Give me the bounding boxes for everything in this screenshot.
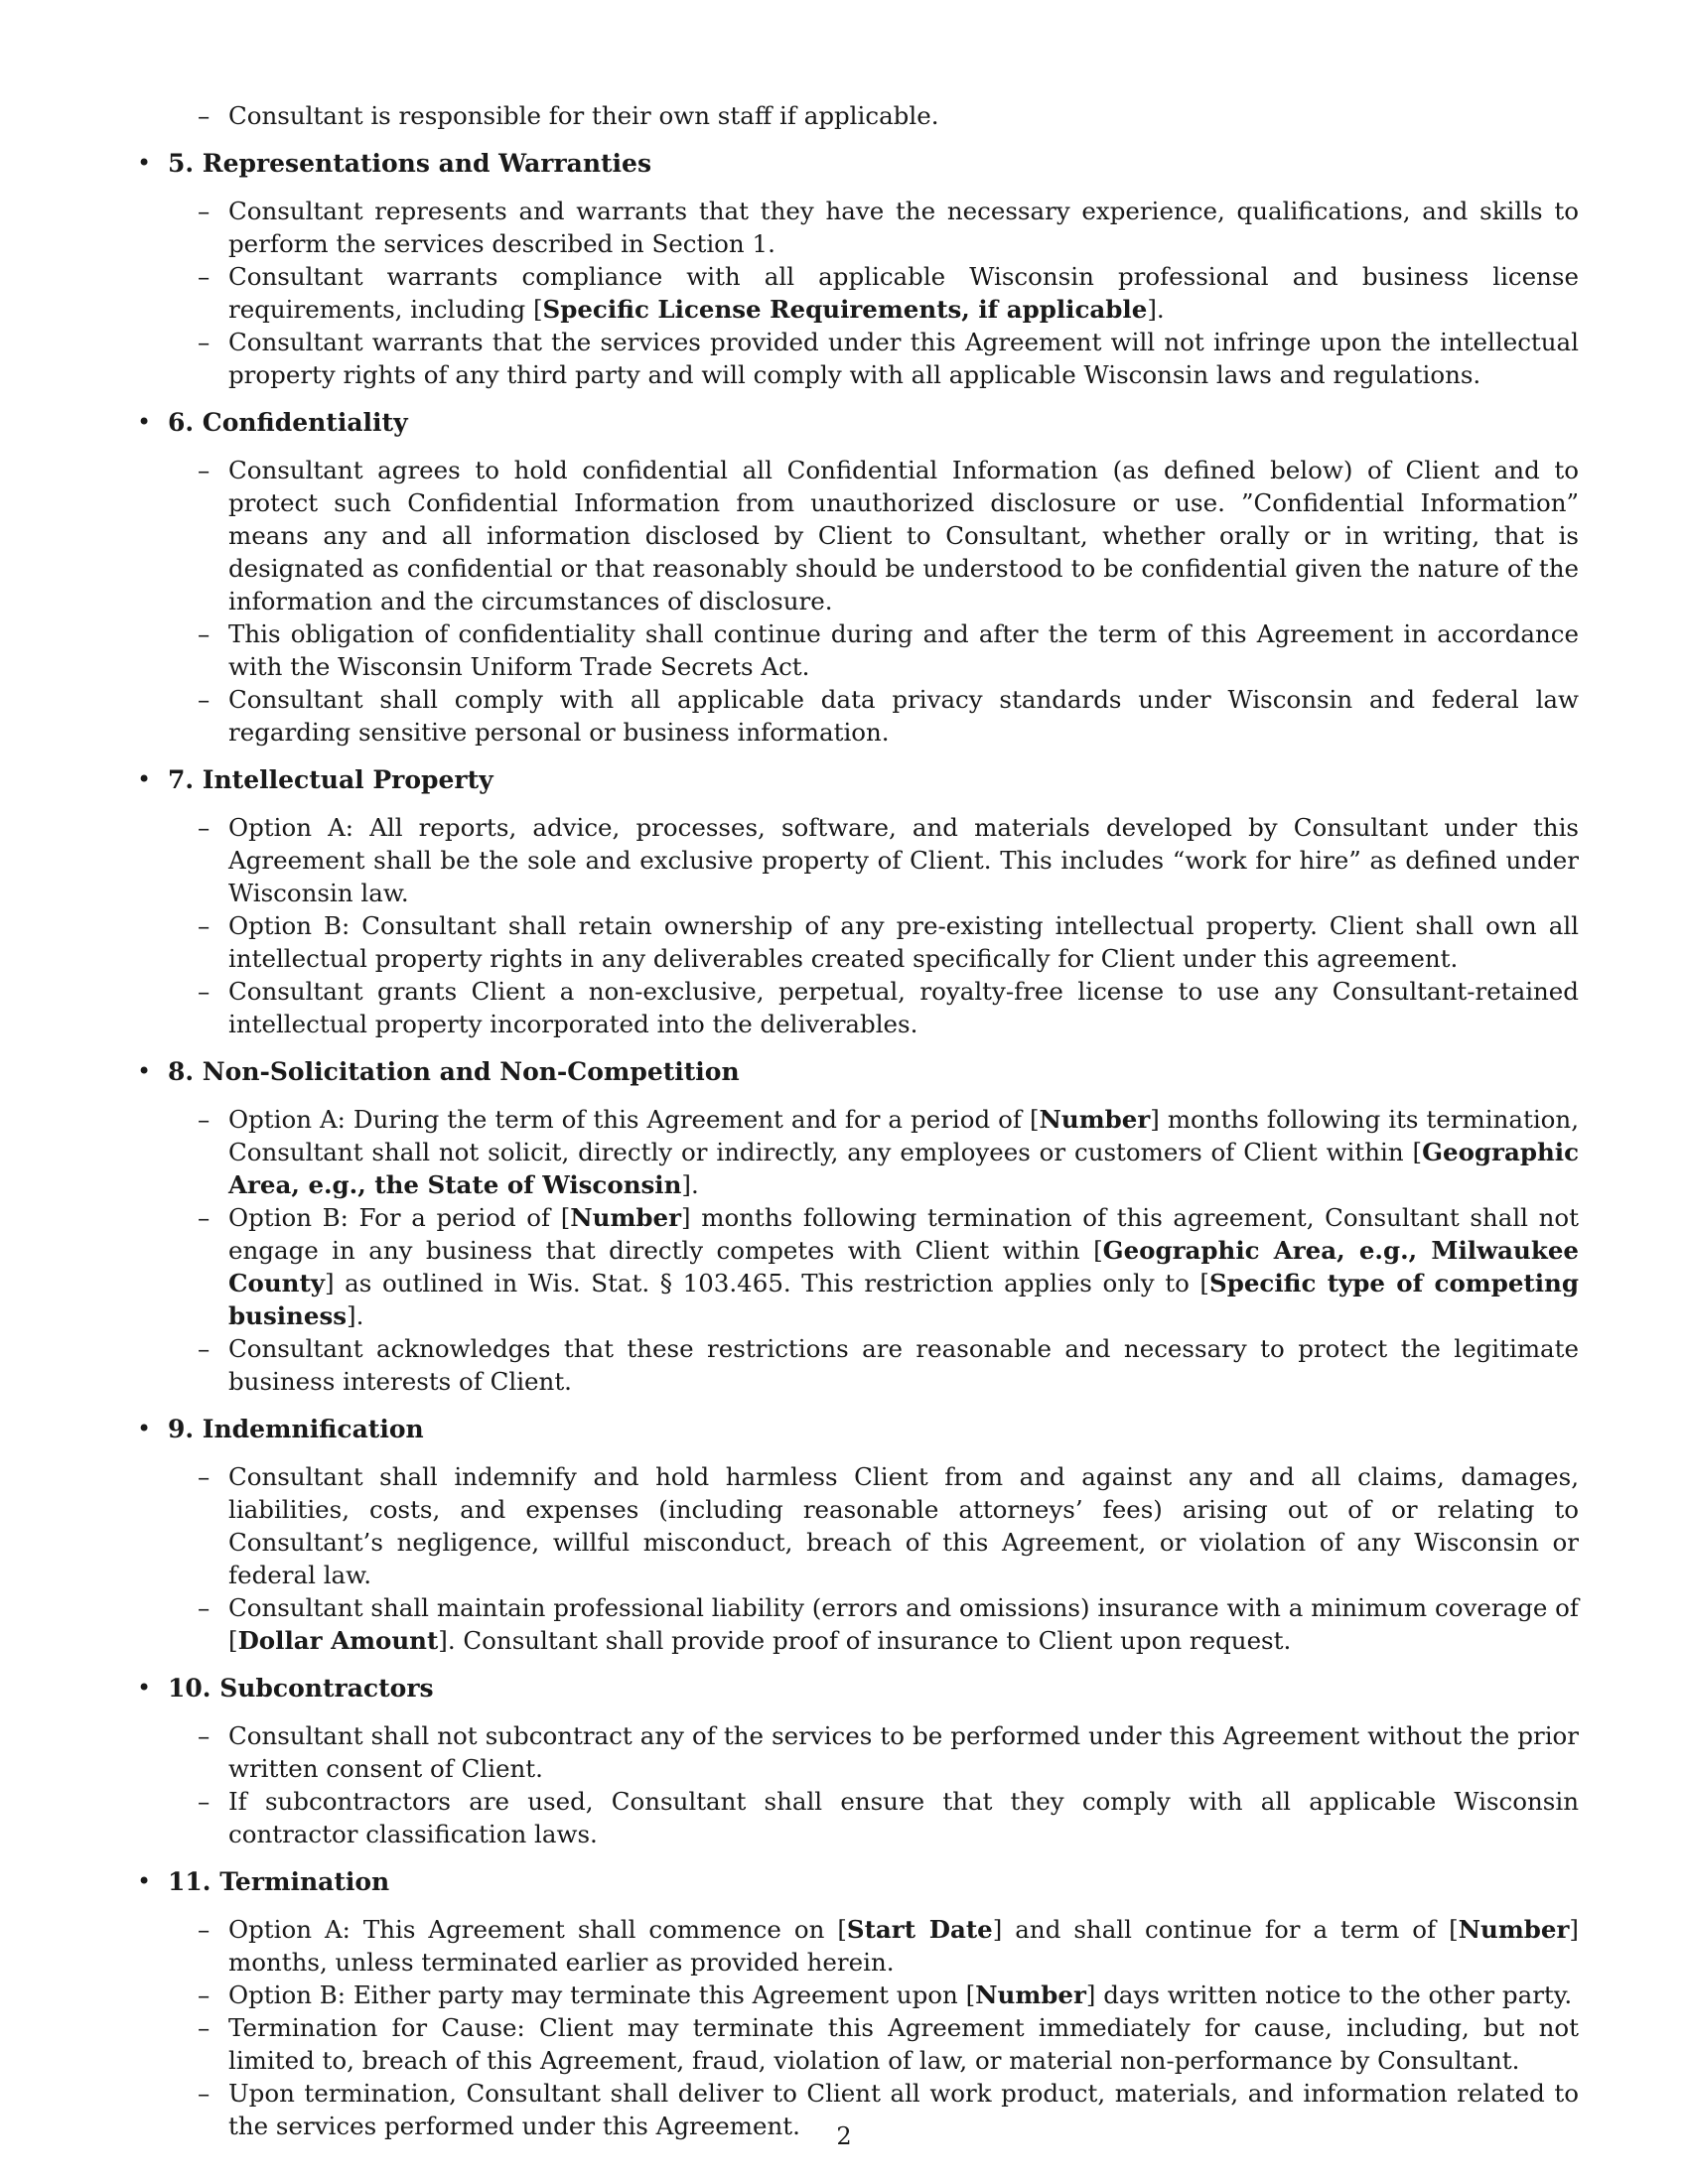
section-title: 8. Non-Solicitation and Non-Competition xyxy=(168,1057,740,1086)
placeholder-text: Number xyxy=(975,1980,1086,2009)
item-text: Option A: All reports, advice, processes, software, and materials developed by Consultant under this Agreement shall be the sole and exclusive property of Client. This includes “work for hire” as defined under Wisconsin law. xyxy=(228,813,1579,907)
section xyxy=(139,1672,1579,1850)
dash-marker: – xyxy=(198,1593,211,1622)
section-item-list xyxy=(139,1719,1579,1850)
item-text: Consultant shall indemnify and hold harmless Client from and against any and all claims, damages, liabilities, costs, and expenses (including reasonable attorneys’ fees) arising out of or relating to Consultant’s negligence, willful misconduct, breach of this Agreement, or violation of any Wisconsin or federal law. xyxy=(228,1462,1579,1589)
dash-marker: – xyxy=(198,685,211,714)
document-page xyxy=(139,99,1579,2142)
list-item xyxy=(139,1460,1579,1591)
item-text: Consultant acknowledges that these restrictions are reasonable and necessary to protect the legitimate business interests of Client. xyxy=(228,1334,1579,1396)
dash-marker: – xyxy=(198,813,211,842)
section-title: 10. Subcontractors xyxy=(168,1674,434,1703)
item-text: If subcontractors are used, Consultant shall ensure that they comply with all applicable Wisconsin contractor classification laws. xyxy=(228,1787,1579,1848)
section-title: 6. Confidentiality xyxy=(168,408,408,437)
item-text: Consultant represents and warrants that they have the necessary experience, qualifications, and skills to perform the services described in Section 1. xyxy=(228,197,1579,258)
dash-marker: – xyxy=(198,977,211,1006)
section-item-list xyxy=(139,1913,1579,2142)
dash-marker: – xyxy=(198,1334,211,1363)
dash-marker: – xyxy=(198,101,211,130)
list-item xyxy=(139,260,1579,326)
placeholder-text: Geographic Area, e.g., the State of Wisconsin xyxy=(228,1138,1579,1199)
list-item xyxy=(139,1719,1579,1785)
item-text: ] as outlined in Wis. Stat. § 103.465. This restriction applies only to [ xyxy=(325,1269,1209,1297)
bullet-marker: • xyxy=(137,149,152,177)
dash-marker: – xyxy=(198,2079,211,2108)
item-text: Option B: Either party may terminate this Agreement upon [ xyxy=(228,1980,976,2009)
list-item xyxy=(139,1979,1579,2011)
item-text: Option B: For a period of [ xyxy=(228,1203,571,1232)
section xyxy=(139,406,1579,749)
section xyxy=(139,1413,1579,1657)
list-item xyxy=(139,811,1579,909)
bullet-marker: • xyxy=(137,408,152,436)
list-item xyxy=(139,1201,1579,1332)
dash-marker: – xyxy=(198,262,211,291)
list-item xyxy=(139,1913,1579,1979)
item-text: ]. xyxy=(1147,295,1165,324)
dash-marker: – xyxy=(198,328,211,356)
item-text: Upon termination, Consultant shall deliver to Client all work product, materials, and information related to the services performed under this Agreement. xyxy=(228,2079,1579,2140)
placeholder-text: Dollar Amount xyxy=(237,1626,439,1655)
list-item xyxy=(139,195,1579,260)
list-item xyxy=(139,1332,1579,1398)
section xyxy=(139,1055,1579,1398)
item-text: ]. xyxy=(347,1301,364,1330)
dash-marker: – xyxy=(198,456,211,484)
item-text: Option A: This Agreement shall commence on [ xyxy=(228,1915,847,1944)
sections-container xyxy=(139,147,1579,2142)
dash-marker: – xyxy=(198,1980,211,2009)
bullet-marker: • xyxy=(137,1415,152,1442)
list-item xyxy=(139,1103,1579,1201)
item-text: This obligation of confidentiality shall continue during and after the term of this Agreement in accordance with the Wisconsin Uniform Trade Secrets Act. xyxy=(228,619,1579,681)
placeholder-text: Start Date xyxy=(846,1915,993,1944)
bullet-marker: • xyxy=(137,1867,152,1895)
dash-marker: – xyxy=(198,1787,211,1816)
placeholder-text: Geographic Area, e.g., Milwaukee County xyxy=(228,1236,1579,1297)
item-text: Consultant shall not subcontract any of the services to be performed under this Agreement without the prior written consent of Client. xyxy=(228,1721,1579,1783)
dash-marker: – xyxy=(198,1462,211,1491)
item-text: Termination for Cause: Client may terminate this Agreement immediately for cause, including, but not limited to, breach of this Agreement, fraud, violation of law, or material non-performance by Consultant. xyxy=(228,2013,1579,2075)
item-text: Consultant agrees to hold confidential all Confidential Information (as defined below) of Client and to protect such Confidential Information from unauthorized disclosure or use. ”Confidential Information” means any and all information disclosed by Client to Consultant, whether orally or in writing, that is designated as confidential or that reasonably should be understood to be confidential given the nature of the information and the circumstances of disclosure. xyxy=(228,456,1579,615)
list-item xyxy=(139,617,1579,683)
section xyxy=(139,147,1579,391)
list-item xyxy=(139,909,1579,975)
section-item-list xyxy=(139,1103,1579,1398)
item-text: ] months following its termination, Consultant shall not solicit, directly or indirectly, any employees or customers of Client within [ xyxy=(228,1105,1579,1166)
list-item xyxy=(139,1785,1579,1850)
item-text: ] months, unless terminated earlier as provided herein. xyxy=(228,1915,1579,1977)
item-text: Consultant shall comply with all applicable data privacy standards under Wisconsin and federal law regarding sensitive personal or business information. xyxy=(228,685,1579,747)
item-text: ] months following termination of this agreement, Consultant shall not engage in any business that directly competes with Client within [ xyxy=(228,1203,1579,1265)
placeholder-text: Number xyxy=(1458,1915,1570,1944)
list-item xyxy=(139,1591,1579,1657)
dash-marker: – xyxy=(198,1203,211,1232)
section-title: 5. Representations and Warranties xyxy=(168,149,652,178)
section-title: 11. Termination xyxy=(168,1867,390,1896)
list-item xyxy=(139,326,1579,391)
item-text: ] days written notice to the other party. xyxy=(1085,1980,1573,2009)
list-item xyxy=(139,683,1579,749)
dash-marker: – xyxy=(198,619,211,648)
list-item xyxy=(139,454,1579,617)
item-text: Consultant shall maintain professional liability (errors and omissions) insurance with a minimum coverage of [ xyxy=(228,1593,1579,1655)
section-item-list xyxy=(139,811,1579,1040)
page-number: 2 xyxy=(836,2122,852,2150)
section-title: 9. Indemnification xyxy=(168,1415,424,1443)
dash-marker: – xyxy=(198,2013,211,2042)
dash-marker: – xyxy=(198,1721,211,1750)
bullet-marker: • xyxy=(137,1057,152,1085)
section xyxy=(139,763,1579,1040)
item-text: Consultant grants Client a non-exclusive, perpetual, royalty-free license to use any Consultant-retained intellectual property incorporated into the deliverables. xyxy=(228,977,1579,1038)
list-item xyxy=(139,2011,1579,2077)
leading-item-text: Consultant is responsible for their own staff if applicable. xyxy=(228,101,939,130)
placeholder-text: Specific License Requirements, if applicable xyxy=(542,295,1148,324)
section-item-list xyxy=(139,195,1579,391)
dash-marker: – xyxy=(198,1105,211,1134)
section-title: 7. Intellectual Property xyxy=(168,765,493,794)
item-text: ]. Consultant shall provide proof of insurance to Client upon request. xyxy=(438,1626,1292,1655)
item-text: ]. xyxy=(681,1170,699,1199)
placeholder-text: Specific type of competing business xyxy=(228,1269,1579,1330)
item-text: ] and shall continue for a term of [ xyxy=(992,1915,1459,1944)
section xyxy=(139,1865,1579,2142)
item-text: Consultant warrants that the services provided under this Agreement will not infringe upon the intellectual property rights of any third party and will comply with all applicable Wisconsin laws and regulations. xyxy=(228,328,1579,389)
section-item-list xyxy=(139,1460,1579,1657)
leading-list-item xyxy=(139,99,1579,132)
list-item xyxy=(139,975,1579,1040)
item-text: Option A: During the term of this Agreement and for a period of [ xyxy=(228,1105,1040,1134)
item-text: Option B: Consultant shall retain ownership of any pre-existing intellectual property. Client shall own all intellectual property rights in any deliverables created specifically for Client under this agreement. xyxy=(228,911,1579,973)
dash-marker: – xyxy=(198,197,211,225)
item-text: Consultant warrants compliance with all applicable Wisconsin professional and business license requirements, including [ xyxy=(228,262,1579,324)
dash-marker: – xyxy=(198,1915,211,1944)
section-item-list xyxy=(139,454,1579,749)
placeholder-text: Number xyxy=(570,1203,682,1232)
bullet-marker: • xyxy=(137,765,152,793)
bullet-marker: • xyxy=(137,1674,152,1702)
dash-marker: – xyxy=(198,911,211,940)
placeholder-text: Number xyxy=(1039,1105,1151,1134)
